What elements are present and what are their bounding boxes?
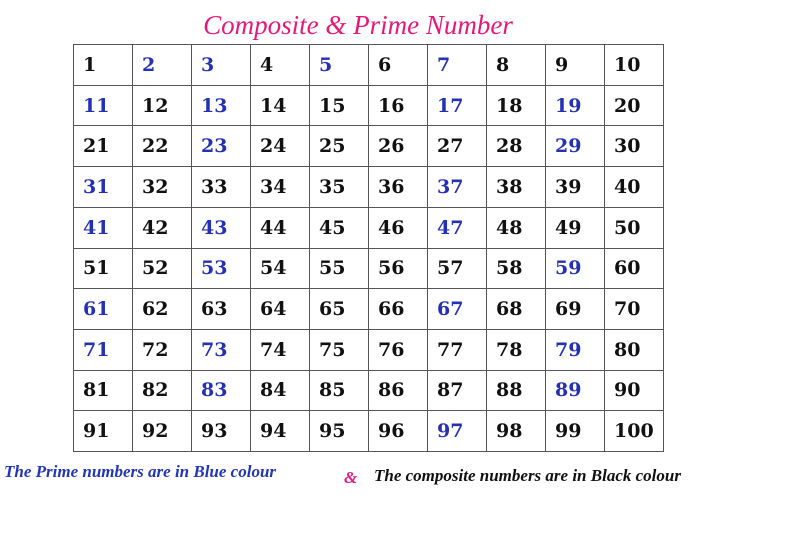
- number-cell: 63: [192, 289, 251, 330]
- number-cell: 57: [428, 249, 487, 290]
- number-cell: 75: [310, 330, 369, 371]
- number-cell: 8: [487, 45, 546, 86]
- number-cell: 55: [310, 249, 369, 290]
- prime-number-cell: 47: [428, 208, 487, 249]
- prime-number-cell: 3: [192, 45, 251, 86]
- number-cell: 94: [251, 411, 310, 452]
- number-cell: 30: [605, 126, 664, 167]
- prime-number-cell: 89: [546, 371, 605, 412]
- number-cell: 14: [251, 86, 310, 127]
- number-cell: 35: [310, 167, 369, 208]
- number-cell: 56: [369, 249, 428, 290]
- prime-number-cell: 71: [74, 330, 133, 371]
- prime-number-cell: 67: [428, 289, 487, 330]
- number-cell: 80: [605, 330, 664, 371]
- number-cell: 77: [428, 330, 487, 371]
- prime-number-cell: 59: [546, 249, 605, 290]
- number-cell: 51: [74, 249, 133, 290]
- prime-number-cell: 41: [74, 208, 133, 249]
- number-cell: 1: [74, 45, 133, 86]
- number-cell: 78: [487, 330, 546, 371]
- number-cell: 10: [605, 45, 664, 86]
- number-cell: 16: [369, 86, 428, 127]
- number-cell: 60: [605, 249, 664, 290]
- number-cell: 46: [369, 208, 428, 249]
- number-cell: 96: [369, 411, 428, 452]
- number-cell: 34: [251, 167, 310, 208]
- prime-number-cell: 19: [546, 86, 605, 127]
- number-cell: 39: [546, 167, 605, 208]
- number-cell: 87: [428, 371, 487, 412]
- number-grid: [73, 44, 664, 452]
- composite-legend-text: The composite numbers are in Black colour: [374, 466, 681, 485]
- number-cell: 64: [251, 289, 310, 330]
- number-cell: 66: [369, 289, 428, 330]
- number-cell: 42: [133, 208, 192, 249]
- number-cell: 68: [487, 289, 546, 330]
- number-cell: 21: [74, 126, 133, 167]
- number-cell: 72: [133, 330, 192, 371]
- number-cell: 38: [487, 167, 546, 208]
- prime-number-cell: 29: [546, 126, 605, 167]
- number-cell: 54: [251, 249, 310, 290]
- number-cell: 91: [74, 411, 133, 452]
- prime-number-cell: 11: [74, 86, 133, 127]
- number-cell: 20: [605, 86, 664, 127]
- number-cell: 81: [74, 371, 133, 412]
- number-cell: 28: [487, 126, 546, 167]
- prime-number-cell: 43: [192, 208, 251, 249]
- number-cell: 65: [310, 289, 369, 330]
- prime-number-cell: 83: [192, 371, 251, 412]
- number-cell: 69: [546, 289, 605, 330]
- number-cell: 32: [133, 167, 192, 208]
- prime-number-cell: 97: [428, 411, 487, 452]
- number-cell: 88: [487, 371, 546, 412]
- prime-number-cell: 5: [310, 45, 369, 86]
- prime-number-cell: 37: [428, 167, 487, 208]
- number-cell: 15: [310, 86, 369, 127]
- number-cell: 24: [251, 126, 310, 167]
- prime-legend-text: The Prime numbers are in Blue colour: [4, 462, 277, 481]
- number-cell: 40: [605, 167, 664, 208]
- number-cell: 70: [605, 289, 664, 330]
- prime-number-cell: 13: [192, 86, 251, 127]
- number-cell: 27: [428, 126, 487, 167]
- number-cell: 52: [133, 249, 192, 290]
- prime-number-cell: 79: [546, 330, 605, 371]
- prime-number-cell: 61: [74, 289, 133, 330]
- number-cell: 92: [133, 411, 192, 452]
- prime-number-cell: 2: [133, 45, 192, 86]
- number-cell: 95: [310, 411, 369, 452]
- number-cell: 98: [487, 411, 546, 452]
- prime-number-cell: 31: [74, 167, 133, 208]
- number-cell: 25: [310, 126, 369, 167]
- prime-number-cell: 53: [192, 249, 251, 290]
- prime-number-cell: 23: [192, 126, 251, 167]
- number-cell: 99: [546, 411, 605, 452]
- prime-number-cell: 7: [428, 45, 487, 86]
- number-cell: 36: [369, 167, 428, 208]
- ampersand: &: [344, 468, 358, 487]
- number-cell: 62: [133, 289, 192, 330]
- number-cell: 50: [605, 208, 664, 249]
- number-cell: 9: [546, 45, 605, 86]
- legend-footer: [4, 460, 789, 490]
- page-title: Composite & Prime Number: [203, 10, 513, 40]
- number-cell: 22: [133, 126, 192, 167]
- number-cell: 44: [251, 208, 310, 249]
- number-cell: 100: [605, 411, 664, 452]
- number-cell: 6: [369, 45, 428, 86]
- prime-number-cell: 73: [192, 330, 251, 371]
- number-cell: 84: [251, 371, 310, 412]
- number-cell: 49: [546, 208, 605, 249]
- number-cell: 18: [487, 86, 546, 127]
- number-cell: 48: [487, 208, 546, 249]
- number-cell: 82: [133, 371, 192, 412]
- number-cell: 4: [251, 45, 310, 86]
- number-cell: 93: [192, 411, 251, 452]
- number-cell: 90: [605, 371, 664, 412]
- number-cell: 26: [369, 126, 428, 167]
- number-cell: 85: [310, 371, 369, 412]
- number-cell: 12: [133, 86, 192, 127]
- number-cell: 45: [310, 208, 369, 249]
- prime-number-cell: 17: [428, 86, 487, 127]
- number-cell: 33: [192, 167, 251, 208]
- number-cell: 86: [369, 371, 428, 412]
- number-cell: 76: [369, 330, 428, 371]
- number-cell: 74: [251, 330, 310, 371]
- number-cell: 58: [487, 249, 546, 290]
